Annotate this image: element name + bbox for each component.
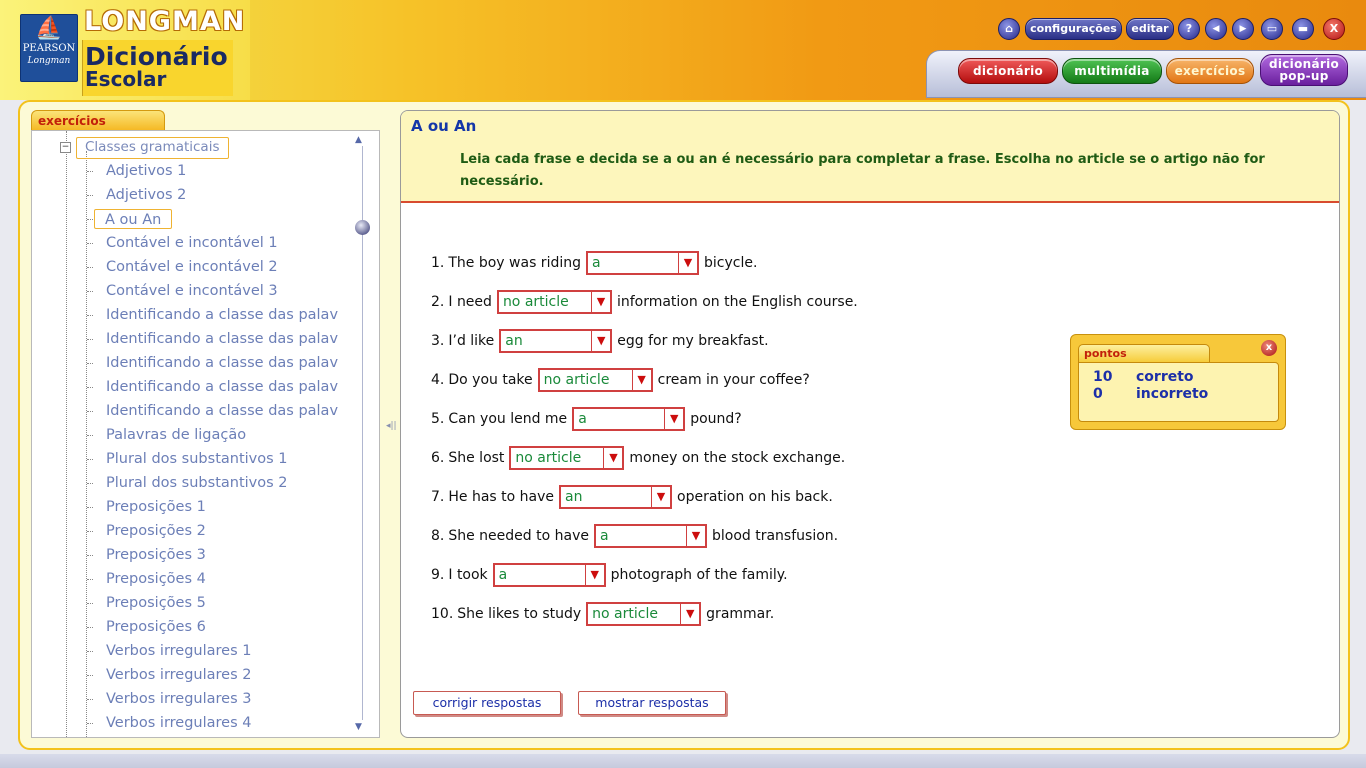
answer-dropdown[interactable] bbox=[594, 524, 707, 548]
answer-value: an bbox=[505, 333, 523, 349]
home-button[interactable] bbox=[998, 18, 1020, 40]
dropdown-arrow-icon[interactable]: ▼ bbox=[651, 487, 670, 507]
question-number: 4. bbox=[431, 372, 445, 388]
tree-guide bbox=[86, 151, 87, 738]
exercise-tree bbox=[31, 130, 380, 738]
close-icon: x bbox=[1265, 342, 1273, 353]
question-row bbox=[431, 446, 845, 470]
tree-item[interactable]: Identificando a classe das palav bbox=[106, 379, 339, 395]
question-text-after: information on the English course. bbox=[616, 294, 858, 310]
close-button[interactable] bbox=[1323, 18, 1345, 40]
correct-label: correto bbox=[1136, 369, 1194, 385]
tree-item[interactable]: Verbos irregulares 3 bbox=[106, 691, 252, 707]
dropdown-arrow-icon[interactable]: ▼ bbox=[591, 331, 610, 351]
exercises-tab[interactable]: exercícios bbox=[31, 110, 165, 130]
question-text-before: She needed to have bbox=[448, 528, 589, 544]
tree-item[interactable]: Preposições 3 bbox=[106, 547, 206, 563]
question-text-before: Do you take bbox=[448, 372, 533, 388]
answer-dropdown[interactable] bbox=[509, 446, 624, 470]
question-text-before: She likes to study bbox=[457, 606, 582, 622]
answer-dropdown[interactable] bbox=[499, 329, 612, 353]
tree-connector bbox=[87, 339, 93, 340]
scroll-thumb[interactable] bbox=[355, 220, 370, 235]
dropdown-arrow-icon[interactable]: ▼ bbox=[585, 565, 604, 585]
answer-value: an bbox=[565, 489, 583, 505]
tree-item[interactable]: Plural dos substantivos 2 bbox=[106, 475, 288, 491]
tree-item[interactable]: Preposições 4 bbox=[106, 571, 206, 587]
question-text-after: pound? bbox=[690, 411, 742, 427]
brand-dicionario: Dicionário bbox=[85, 42, 228, 71]
help-icon: ? bbox=[1185, 22, 1193, 35]
question-text-after: blood transfusion. bbox=[711, 528, 839, 544]
question-number: 9. bbox=[431, 567, 445, 583]
tree-connector bbox=[87, 459, 93, 460]
correct-count: 10 bbox=[1093, 369, 1113, 385]
tree-connector bbox=[87, 387, 93, 388]
question-text-before: He has to have bbox=[448, 489, 555, 505]
dropdown-arrow-icon[interactable]: ▼ bbox=[664, 409, 683, 429]
exercise-title: A ou An bbox=[411, 117, 477, 135]
tab-dicionario[interactable]: dicionário bbox=[958, 58, 1058, 84]
question-text-after: photograph of the family. bbox=[610, 567, 788, 583]
tree-item[interactable]: Adjetivos 2 bbox=[106, 187, 187, 203]
question-row bbox=[431, 368, 810, 392]
arrow-left-icon: ◀ bbox=[1212, 24, 1220, 34]
answer-value: no article bbox=[543, 372, 610, 388]
brand-longman: LONGMAN bbox=[84, 6, 246, 37]
dropdown-arrow-icon[interactable]: ▼ bbox=[686, 526, 705, 546]
question-row bbox=[431, 524, 838, 548]
tree-connector bbox=[87, 411, 93, 412]
tree-connector bbox=[87, 555, 93, 556]
question-number: 7. bbox=[431, 489, 445, 505]
tree-connector bbox=[87, 699, 93, 700]
window-mode-button[interactable] bbox=[1261, 18, 1283, 40]
question-text-before: I need bbox=[448, 294, 492, 310]
tree-item[interactable]: Preposições 2 bbox=[106, 523, 206, 539]
answer-value: no article bbox=[502, 294, 569, 310]
show-answers-button[interactable]: mostrar respostas bbox=[578, 691, 726, 715]
dropdown-arrow-icon[interactable]: ▼ bbox=[680, 604, 699, 624]
close-icon: X bbox=[1329, 22, 1339, 35]
tree-item[interactable]: Preposições 6 bbox=[106, 619, 206, 635]
question-text-before: Can you lend me bbox=[448, 411, 568, 427]
bottom-strip bbox=[0, 754, 1366, 768]
tree-item[interactable]: Contável e incontável 1 bbox=[106, 235, 278, 251]
tree-item[interactable]: Palavras de ligação bbox=[106, 427, 247, 443]
brand-escolar: Escolar bbox=[85, 67, 167, 91]
tree-connector bbox=[87, 195, 93, 196]
question-number: 8. bbox=[431, 528, 445, 544]
dropdown-arrow-icon[interactable]: ▼ bbox=[591, 292, 610, 312]
tree-item[interactable]: Identificando a classe das palav bbox=[106, 331, 339, 347]
logo-longman-text: Longman bbox=[27, 56, 71, 66]
back-button[interactable] bbox=[1205, 18, 1227, 40]
tree-item[interactable]: A ou An bbox=[94, 209, 172, 229]
tree-item[interactable]: Contável e incontável 2 bbox=[106, 259, 278, 275]
tree-item[interactable]: Contável e incontável 3 bbox=[106, 283, 278, 299]
score-popup[interactable] bbox=[1070, 334, 1286, 430]
answer-dropdown[interactable] bbox=[572, 407, 685, 431]
tree-connector bbox=[87, 651, 93, 652]
question-number: 6. bbox=[431, 450, 445, 466]
answer-dropdown[interactable] bbox=[493, 563, 606, 587]
tree-connector bbox=[87, 315, 93, 316]
tree-connector bbox=[87, 627, 93, 628]
tree-item[interactable]: Verbos irregulares 1 bbox=[106, 643, 252, 659]
tree-connector bbox=[87, 579, 93, 580]
tab-exercicios[interactable]: exercícios bbox=[1166, 58, 1254, 84]
check-answers-button[interactable]: corrigir respostas bbox=[413, 691, 561, 715]
tree-connector bbox=[87, 483, 93, 484]
tree-connector bbox=[87, 243, 93, 244]
question-text-after: cream in your coffee? bbox=[657, 372, 810, 388]
question-text-after: operation on his back. bbox=[677, 489, 833, 505]
question-number: 1. bbox=[431, 255, 445, 271]
question-text-after: bicycle. bbox=[704, 255, 758, 271]
tree-item[interactable]: Adjetivos 1 bbox=[106, 163, 187, 179]
tree-connector bbox=[87, 675, 93, 676]
tree-guide bbox=[66, 131, 67, 738]
forward-button[interactable] bbox=[1232, 18, 1254, 40]
tree-root-classes-gramaticais[interactable]: Classes gramaticais bbox=[76, 137, 229, 159]
collapse-icon[interactable]: − bbox=[61, 142, 70, 152]
tab-multimidia[interactable]: multimídia bbox=[1062, 58, 1162, 84]
answer-dropdown[interactable] bbox=[586, 251, 699, 275]
question-text-after: egg for my breakfast. bbox=[617, 333, 769, 349]
logo-pearson-text: PEARSON bbox=[22, 43, 76, 54]
tree-connector bbox=[87, 363, 93, 364]
tree-connector bbox=[87, 171, 93, 172]
tab-dicionario-popup[interactable] bbox=[1260, 54, 1348, 86]
popup-line1: dicionário bbox=[1268, 57, 1340, 71]
tree-item[interactable]: Identificando a classe das palav bbox=[106, 403, 339, 419]
score-body bbox=[1078, 362, 1279, 422]
answer-dropdown[interactable] bbox=[538, 368, 653, 392]
answer-value: a bbox=[599, 528, 609, 544]
incorrect-count: 0 bbox=[1093, 386, 1103, 402]
incorrect-label: incorreto bbox=[1136, 386, 1209, 402]
pearson-logo bbox=[20, 14, 78, 82]
scroll-up-icon[interactable]: ▲ bbox=[355, 135, 362, 145]
tree-item[interactable]: Verbos irregulares 2 bbox=[106, 667, 252, 683]
tree-connector bbox=[87, 291, 93, 292]
tree-item[interactable]: Plural dos substantivos 1 bbox=[106, 451, 288, 467]
question-number: 10. bbox=[431, 606, 454, 622]
score-correct-row bbox=[1093, 369, 1194, 385]
maximize-button[interactable] bbox=[1292, 18, 1314, 40]
answer-value: a bbox=[578, 411, 587, 427]
question-row bbox=[431, 602, 774, 626]
question-row bbox=[431, 251, 757, 275]
answer-dropdown[interactable] bbox=[559, 485, 672, 509]
answer-value: a bbox=[592, 255, 601, 271]
tree-item[interactable]: Identificando a classe das palav bbox=[106, 355, 339, 371]
question-text-after: money on the stock exchange. bbox=[629, 450, 846, 466]
help-button[interactable] bbox=[1178, 18, 1200, 40]
dropdown-arrow-icon[interactable]: ▼ bbox=[632, 370, 651, 390]
tree-connector bbox=[87, 267, 93, 268]
scroll-down-icon[interactable]: ▼ bbox=[355, 722, 362, 732]
tree-connector bbox=[87, 219, 93, 220]
question-text-before: She lost bbox=[448, 450, 505, 466]
question-number: 3. bbox=[431, 333, 445, 349]
question-number: 5. bbox=[431, 411, 445, 427]
dropdown-arrow-icon[interactable]: ▼ bbox=[603, 448, 622, 468]
answer-value: no article bbox=[515, 450, 582, 466]
question-row bbox=[431, 329, 769, 353]
answer-dropdown[interactable] bbox=[497, 290, 612, 314]
answer-value: no article bbox=[592, 606, 658, 622]
answer-value: a bbox=[498, 567, 508, 583]
tree-connector bbox=[87, 603, 93, 604]
score-incorrect-row bbox=[1093, 386, 1208, 402]
question-text-after: grammar. bbox=[706, 606, 775, 622]
window-icon: ▭ bbox=[1266, 22, 1278, 35]
tree-connector bbox=[87, 531, 93, 532]
question-row bbox=[431, 290, 858, 314]
home-icon: ⌂ bbox=[1005, 22, 1013, 35]
question-text-before: I took bbox=[448, 567, 488, 583]
score-close-button[interactable] bbox=[1261, 340, 1277, 356]
tree-item[interactable]: Preposições 1 bbox=[106, 499, 206, 515]
tree-connector bbox=[87, 435, 93, 436]
ship-icon: ⛵ bbox=[35, 16, 63, 41]
exercise-instructions: Leia cada frase e decida se a ou an é necessário para completar a frase. Escolha no article se o artigo não for necessário. bbox=[460, 152, 1265, 189]
config-button[interactable]: configurações bbox=[1025, 18, 1122, 40]
score-tab: pontos bbox=[1078, 344, 1210, 362]
maximize-icon: ▬ bbox=[1297, 22, 1309, 35]
tree-connector bbox=[87, 723, 93, 724]
question-row bbox=[431, 485, 833, 509]
tree-item[interactable]: Identificando a classe das palav bbox=[106, 307, 339, 323]
question-row bbox=[431, 407, 742, 431]
answer-dropdown[interactable] bbox=[586, 602, 701, 626]
exercise-header bbox=[401, 111, 1339, 203]
question-text-before: The boy was riding bbox=[448, 255, 581, 271]
edit-button[interactable]: editar bbox=[1126, 18, 1174, 40]
tree-item[interactable]: Preposições 5 bbox=[106, 595, 206, 611]
tree-item[interactable]: Verbos irregulares 4 bbox=[106, 715, 252, 731]
popup-line2: pop-up bbox=[1279, 69, 1329, 83]
splitter-handle-icon[interactable]: ◂|| bbox=[386, 421, 397, 431]
question-text-before: I’d like bbox=[448, 333, 495, 349]
dropdown-arrow-icon[interactable]: ▼ bbox=[678, 253, 697, 273]
question-number: 2. bbox=[431, 294, 445, 310]
arrow-right-icon: ▶ bbox=[1239, 24, 1247, 34]
tree-connector bbox=[87, 507, 93, 508]
question-row bbox=[431, 563, 788, 587]
app-header bbox=[0, 0, 1366, 100]
